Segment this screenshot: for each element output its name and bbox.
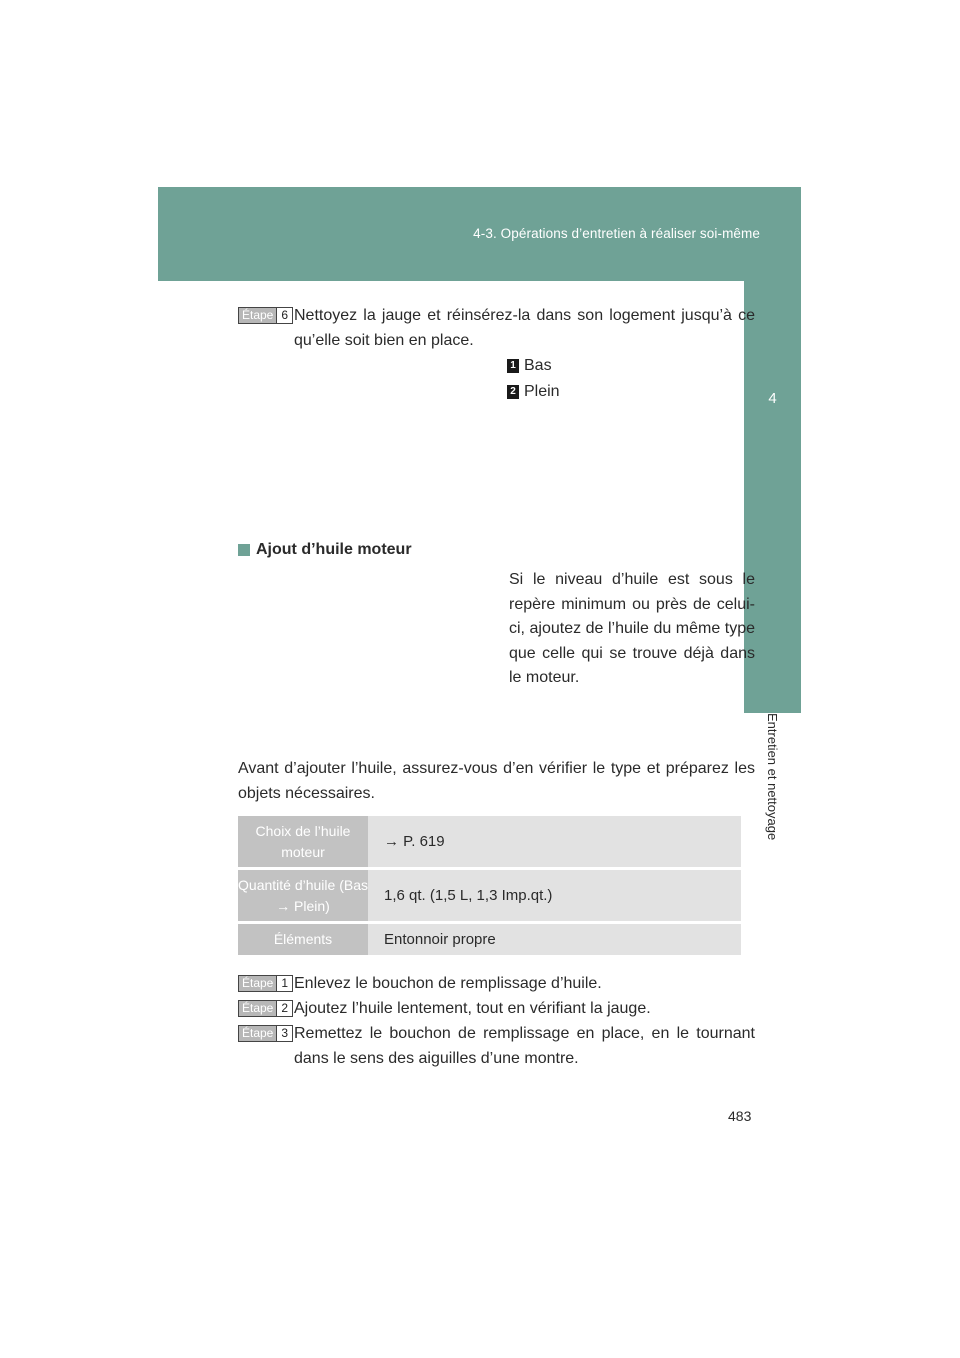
step-badge-number: 1 xyxy=(276,976,292,991)
intro-paragraph: Avant d’ajouter l’huile, assurez-vous d’en vérifier le type et préparez les objets nécessaires. xyxy=(238,760,755,802)
table-key-cell: Choix de l’huile moteur xyxy=(238,816,368,867)
table-value-cell: → P. 619 xyxy=(384,833,445,850)
step-badge-label: Étape xyxy=(239,308,276,323)
step-2-text: Ajoutez l’huile lentement, tout en vérifiant la jauge. xyxy=(294,1000,651,1017)
legend-label-plein: Plein xyxy=(524,383,560,400)
chapter-number: 4 xyxy=(768,390,777,407)
page-number: 483 xyxy=(728,1108,752,1124)
table-value-cell: Entonnoir propre xyxy=(384,931,496,948)
step-6-text-line1: Nettoyez la jauge et réinsérez-la dans son logement jusqu’à ce xyxy=(294,307,755,324)
section-heading-text: Ajout d’huile moteur xyxy=(256,541,412,558)
section-heading xyxy=(238,541,412,559)
table-key-cell: Éléments xyxy=(238,924,368,955)
step-badge-number: 6 xyxy=(276,308,292,323)
step-1-text: Enlevez le bouchon de remplissage d’huile. xyxy=(294,975,602,992)
step-6-badge xyxy=(238,307,293,324)
step-6-text-line2: qu’elle soit bien en place. xyxy=(294,332,474,349)
step-1-badge xyxy=(238,975,293,992)
step-badge-number: 3 xyxy=(276,1026,292,1041)
step-3-text-line1: Remettez le bouchon de remplissage en place, en le tournant xyxy=(294,1025,755,1042)
legend-item-plein xyxy=(507,383,560,401)
step-3-text-line2: dans le sens des aiguilles d’une montre. xyxy=(294,1050,579,1067)
step-badge-label: Étape xyxy=(239,976,276,991)
table-value-cell: 1,6 qt. (1,5 L, 1,3 Imp.qt.) xyxy=(384,887,553,904)
spec-table xyxy=(238,816,741,955)
legend-item-bas xyxy=(507,357,552,375)
table-key-cell: Quantité d’huile (Bas → Plein) xyxy=(238,870,368,921)
section-body-text: Si le niveau d’huile est sous le repère minimum ou près de celui-ci, ajoutez de l’huile du même type que celle qui se trouve déjà dans le moteur. xyxy=(509,571,755,686)
legend-badge-2: 2 xyxy=(507,385,519,399)
step-2-badge xyxy=(238,1000,293,1017)
chapter-title-text: Entretien et nettoyage xyxy=(765,713,780,841)
step-3-badge xyxy=(238,1025,293,1042)
table-row xyxy=(238,870,741,924)
table-row xyxy=(238,816,741,870)
legend-badge-1: 1 xyxy=(507,359,519,373)
table-row xyxy=(238,924,741,955)
section-header-title: 4-3. Opérations d’entretien à réaliser soi-même xyxy=(473,226,760,241)
step-badge-label: Étape xyxy=(239,1001,276,1016)
legend-label-bas: Bas xyxy=(524,357,552,374)
section-square-icon xyxy=(238,544,250,556)
step-badge-label: Étape xyxy=(239,1026,276,1041)
step-badge-number: 2 xyxy=(276,1001,292,1016)
